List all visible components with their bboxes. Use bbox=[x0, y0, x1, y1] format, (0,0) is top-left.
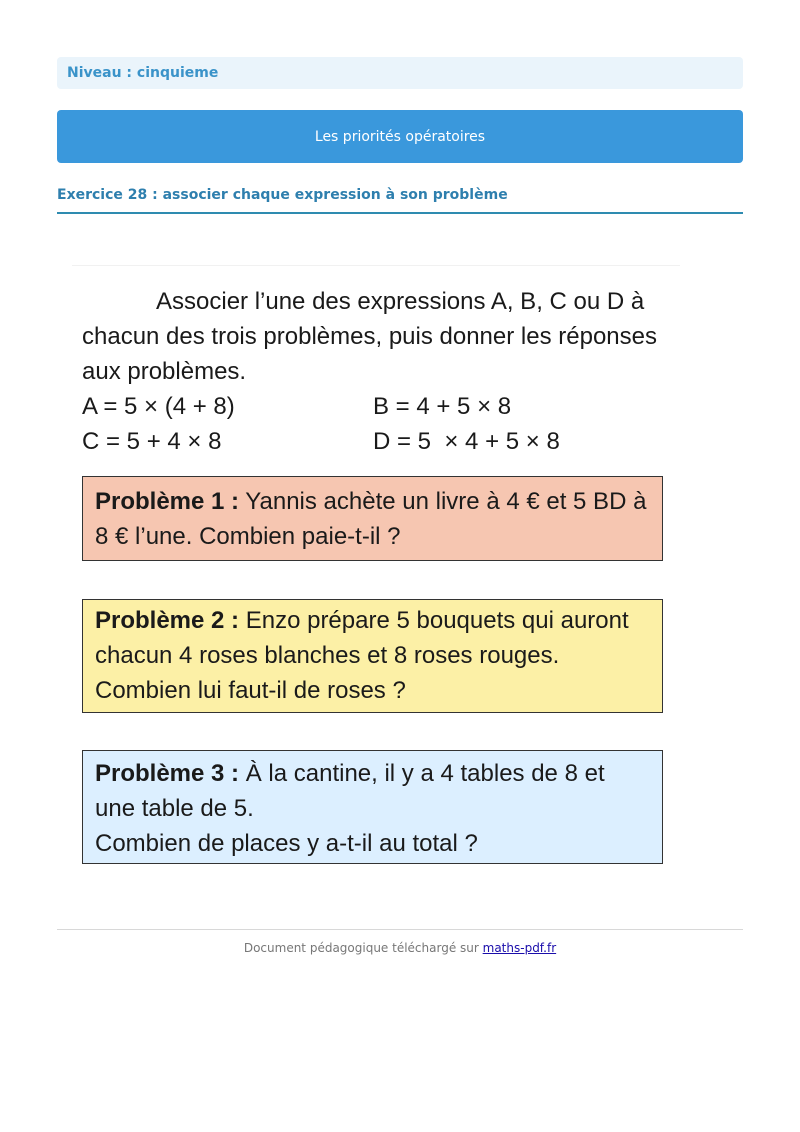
problem-3-label: Problème 3 : bbox=[95, 760, 240, 787]
exercise-instructions: Associer l’une des expressions A, B, C ou D à chacun des trois problèmes, puis donner les réponses aux problèmes. bbox=[82, 288, 657, 385]
expression-a: A = 5 × (4 + 8) bbox=[82, 393, 235, 420]
problem-1-box bbox=[82, 476, 663, 561]
expression-c: C = 5 + 4 × 8 bbox=[82, 428, 222, 455]
problem-3-box bbox=[82, 750, 663, 864]
lesson-title-banner bbox=[57, 110, 743, 163]
exercise-heading: Exercice 28 : associer chaque expression à son problème bbox=[57, 185, 743, 214]
problem-3-text-line1: À la cantine, il y a 4 tables de 8 et une table de 5. bbox=[95, 760, 605, 822]
expression-b: B = 4 + 5 × 8 bbox=[373, 393, 512, 420]
problem-2-text: Enzo prépare 5 bouquets qui auront chacun 4 roses blanches et 8 roses rouges. Combien lui faut-il de roses ? bbox=[95, 607, 629, 704]
problem-3-text-line2: Combien de places y a-t-il au total ? bbox=[95, 830, 478, 857]
footer-divider bbox=[57, 929, 743, 930]
level-bar bbox=[57, 57, 743, 89]
level-label: Niveau : cinquieme bbox=[67, 65, 219, 81]
problem-2-label: Problème 2 : bbox=[95, 607, 240, 634]
problem-2-box bbox=[82, 599, 663, 713]
lesson-title: Les priorités opératoires bbox=[314, 128, 486, 145]
problem-1-text: Yannis achète un livre à 4 € et 5 BD à 8 € l’une. Combien paie-t-il ? bbox=[95, 488, 647, 550]
exercise-image bbox=[72, 265, 680, 881]
footer-text: Document pédagogique téléchargé sur bbox=[243, 941, 483, 955]
problem-1-label: Problème 1 : bbox=[95, 488, 240, 515]
footer-link[interactable]: maths-pdf.fr bbox=[482, 941, 557, 955]
footer bbox=[57, 941, 743, 955]
expression-d: D = 5 × 4 + 5 × 8 bbox=[373, 428, 560, 455]
